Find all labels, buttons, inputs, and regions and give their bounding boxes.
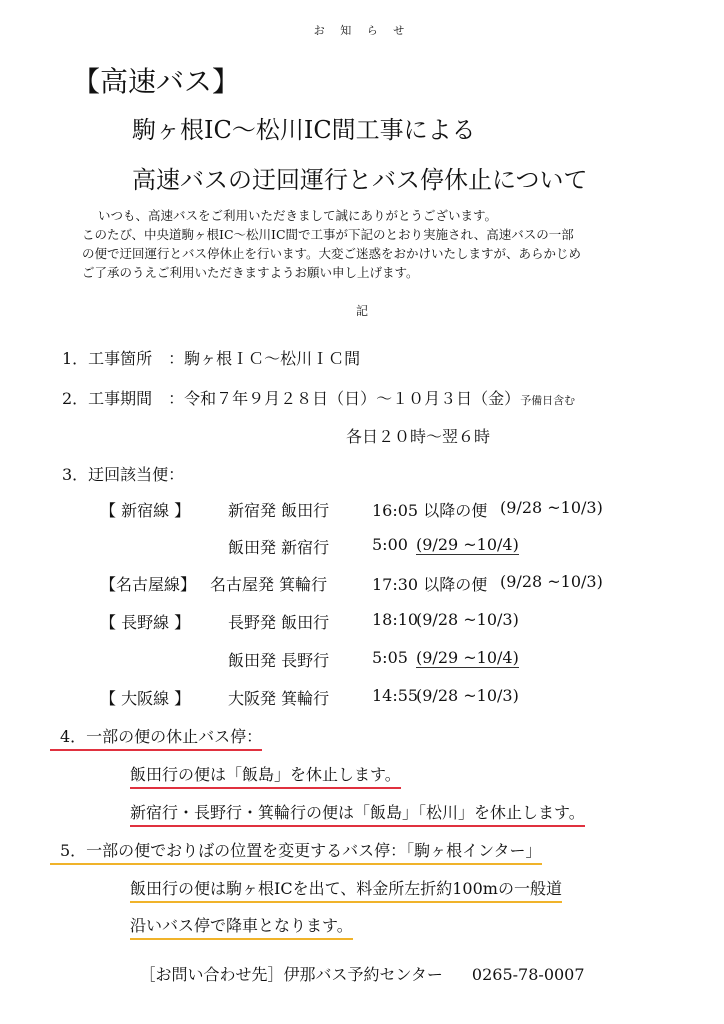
item-2-construction-period	[62, 386, 575, 409]
route-line-label: 【 大阪線 】	[100, 689, 191, 708]
route-time: 5:00	[372, 535, 408, 554]
route-time: 5:05	[372, 648, 408, 667]
route-time: 17:30 以降の便	[372, 575, 488, 594]
intro-line: ご了承のうえご利用いただきますようお願い申し上げます。	[82, 265, 419, 280]
item-5-label: 5．一部の便でおりばの位置を変更するバス停：「駒ヶ根インター」	[50, 838, 542, 865]
route-period: (9/29 ~10/4)	[416, 648, 519, 667]
contact-footer	[0, 962, 724, 985]
ki-marker: 記	[355, 304, 368, 318]
route-name: 新宿発 飯田行	[228, 501, 330, 520]
route-name: 大阪発 箕輪行	[228, 689, 330, 708]
route-period: (9/28 ~10/3)	[500, 498, 603, 517]
route-period: (9/28 ~10/3)	[416, 686, 519, 705]
route-period: (9/28 ~10/3)	[416, 610, 519, 629]
intro-line: このたび、中央道駒ヶ根IC〜松川IC間で工事が下記のとおり実施され、高速バスの一部	[82, 227, 574, 242]
route-line-label: 【名古屋線】	[100, 575, 197, 594]
route-period: (9/28 ~10/3)	[500, 572, 603, 591]
route-time: 14:55	[372, 686, 419, 705]
item-2-label: 2．工事期間 ：令和７年９月２８日（日）〜１０月３日（金）	[62, 389, 521, 408]
item-1-construction-site: 1．工事箇所 ：駒ヶ根ＩＣ〜松川ＩＣ間	[62, 349, 361, 368]
route-name: 名古屋発 箕輪行	[210, 575, 328, 594]
route-time: 18:10	[372, 610, 419, 629]
contact-phone: 0265-78-0007	[471, 965, 585, 984]
contact-label: ［お問い合わせ先］伊那バス予約センター	[139, 965, 443, 984]
category-label: 【高速バス】	[72, 65, 241, 98]
route-line-label: 【 新宿線 】	[100, 501, 191, 520]
item-2-time: 各日２０時〜翌６時	[346, 427, 491, 446]
route-name: 飯田発 長野行	[228, 651, 330, 670]
item-2-note: 予備日含む	[520, 394, 576, 407]
item-4-label: 4．一部の便の休止バス停：	[50, 724, 262, 751]
item-4-line: 飯田行の便は「飯島」を休止します。	[130, 762, 401, 789]
route-period: (9/29 ~10/4)	[416, 535, 519, 554]
item-4-line: 新宿行・長野行・箕輪行の便は「飯島」「松川」を休止します。	[130, 800, 585, 827]
item-5-line: 飯田行の便は駒ヶ根ICを出て、料金所左折約100mの一般道	[130, 876, 562, 903]
item-5-line: 沿いバス停で降車となります。	[130, 913, 353, 940]
route-name: 飯田発 新宿行	[228, 538, 330, 557]
intro-line: いつも、高速バスをご利用いただきまして誠にありがとうございます。	[98, 208, 498, 223]
route-name: 長野発 飯田行	[228, 613, 330, 632]
intro-line: の便で迂回運行とバス停休止を行います。大変ご迷惑をおかけいたしますが、あらかじめ	[82, 246, 582, 261]
notice-heading: お 知 ら せ	[313, 24, 411, 37]
title-line-2: 高速バスの迂回運行とバス停休止について	[132, 166, 588, 194]
route-time: 16:05 以降の便	[372, 501, 488, 520]
route-line-label: 【 長野線 】	[100, 613, 191, 632]
title-line-1: 駒ヶ根IC〜松川IC間工事による	[132, 116, 476, 144]
item-3-label: 3．迂回該当便：	[62, 465, 185, 484]
